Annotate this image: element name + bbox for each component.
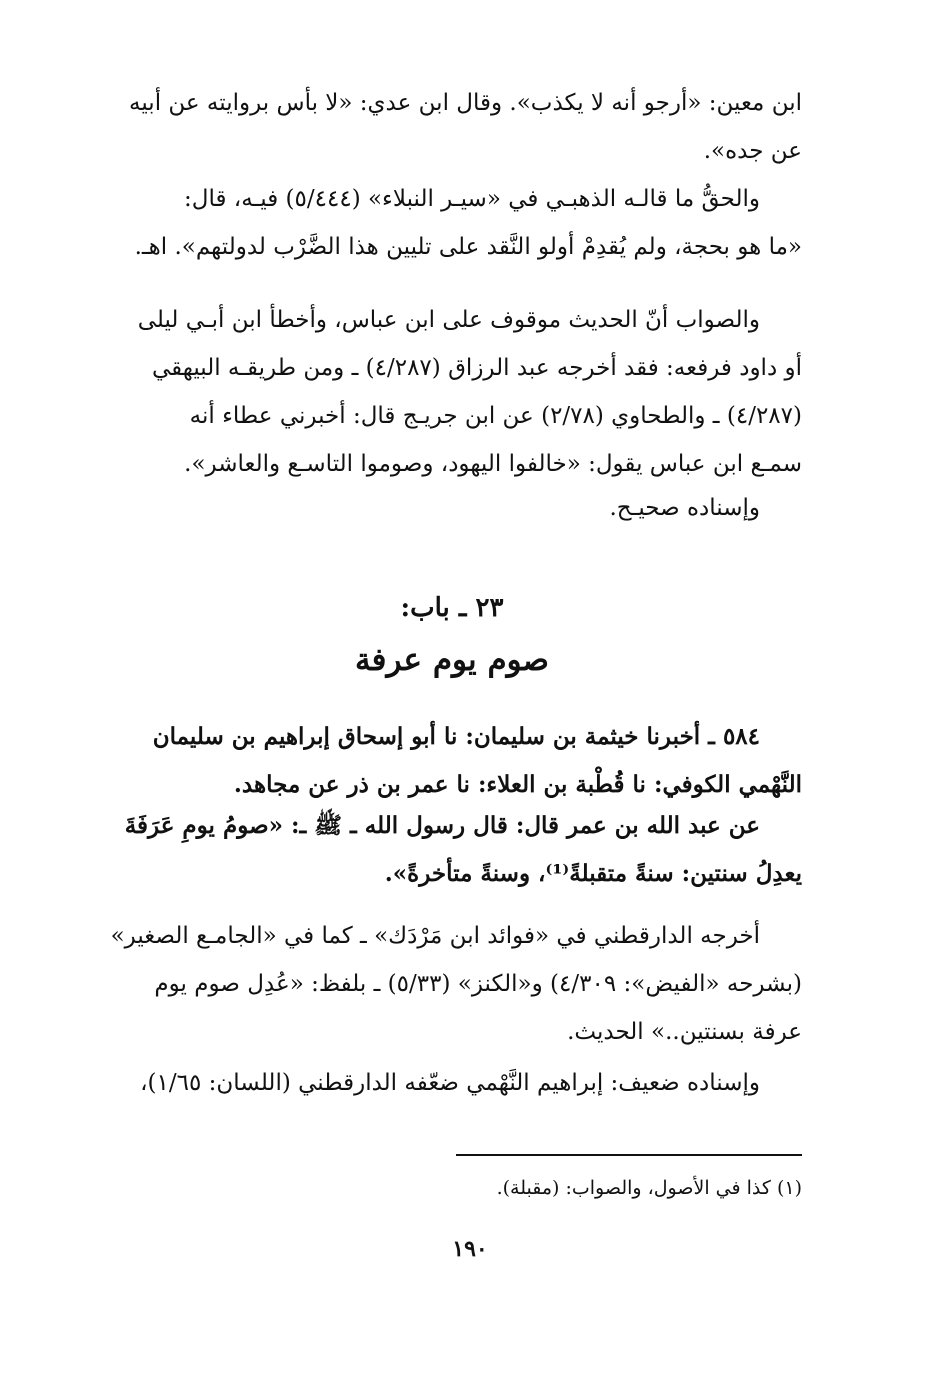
text-line: عن عبد الله بن عمر قال: قال رسول الله ـ ﷺ ـ: «صومُ يومِ عَرَفَةَ xyxy=(124,812,760,839)
page-number: ١٩٠ xyxy=(452,1236,488,1262)
paragraph-takhrij xyxy=(102,912,802,1056)
text-line: وإسناده ضعيف: إبراهيم النَّهْمي ضعّفه الدارقطني (اللسان: ١/٦٥)، xyxy=(140,1070,760,1096)
text-line: «ما هو بحجة، ولم يُقدِمْ أولو النَّقد على تليين هذا الضَّرْب لدولتهم». اهـ. xyxy=(134,234,802,260)
text-line: عرفة بسنتين..» الحديث. xyxy=(567,1019,802,1045)
chapter-title: صوم يوم عرفة xyxy=(355,642,549,678)
text-line: عن جده». xyxy=(703,138,802,164)
paragraph-dhahabi-note xyxy=(102,175,802,271)
text-line: والحقُّ ما قالـه الذهبـي في «سيـر النبلاء» (٥/٤٤٤) فيـه، قال: xyxy=(184,186,760,212)
text-line: أخرجه الدارقطني في «فوائد ابن مَرْدَك» ـ كما في «الجامـع الصغير» xyxy=(110,923,760,949)
hadith-isnad xyxy=(102,713,802,809)
text-line: النَّهْمي الكوفي: نا قُطْبة بن العلاء: نا عمر بن ذر عن مجاهد. xyxy=(233,771,802,798)
text-line: أو داود فرفعه: فقد أخرجه عبد الرزاق (٤/٢٨٧) ـ ومن طريقـه البيهقي xyxy=(151,355,802,381)
paragraph-grading xyxy=(102,1059,802,1107)
text-line: والصواب أنّ الحديث موقوف على ابن عباس، وأخطأ ابن أبـي ليلى xyxy=(137,307,760,333)
footnote-divider xyxy=(456,1154,802,1156)
text-line: ٥٨٤ ـ أخبرنا خيثمة بن سليمان: نا أبو إسحاق إبراهيم بن سليمان xyxy=(152,723,760,750)
paragraph-correct-view xyxy=(102,296,802,488)
text-line: سمـع ابن عباس يقول: «خالفوا اليهود، وصوموا التاسـع والعاشر». xyxy=(184,451,802,477)
text-line: (٤/٢٨٧) ـ والطحاوي (٢/٧٨) عن ابن جريـج قال: أخبرني عطاء أنه xyxy=(189,403,802,429)
text-line: ابن معين: «أرجو أنه لا يكذب». وقال ابن عدي: «لا بأس بروايته عن أبيه xyxy=(129,90,802,116)
footnote-text: (١) كذا في الأصول، والصواب: (مقبلة). xyxy=(496,1177,802,1199)
text-line: (بشرحه «الفيض»: ٤/٣٠٩) و«الكنز» (٥/٣٣) ـ بلفظ: «عُدِل صوم يوم xyxy=(154,971,802,997)
paragraph-isnad-sahih xyxy=(102,484,802,532)
hadith-matn xyxy=(102,802,802,898)
chapter-number: ٢٣ ـ باب: xyxy=(400,593,504,623)
paragraph-ibn-main xyxy=(102,79,802,175)
text-line: وإسناده صحيـح. xyxy=(609,495,760,521)
text-line: يعدِلُ سنتين: سنةً متقبلةً⁽¹⁾، وسنةً متأخرةً». xyxy=(384,860,802,887)
